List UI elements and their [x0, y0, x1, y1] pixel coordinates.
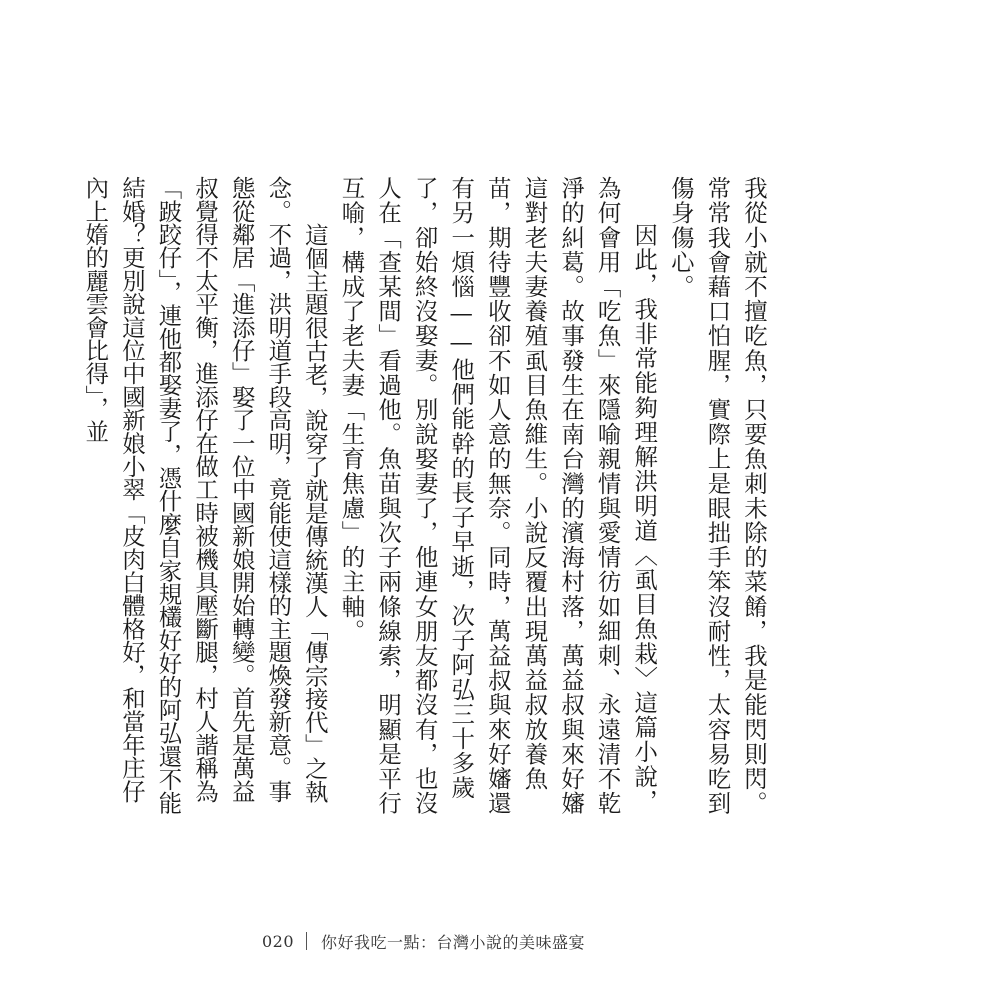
paragraph-2: 因此，我非常能夠理解洪明道〈虱目魚栽〉這篇小說，為何會用「吃魚」來隱喻親情與愛情彷如細刺、永遠清不乾淨的糾葛。故事發生在南台灣的濱海村落，萬益叔與來好嬸這對老夫妻養殖虱目魚維生。小說反覆出現萬益叔放養魚苗，期待豐收卻不如人意的無奈。同時，萬益叔與來好嬸還有另一煩惱——他們能幹的長子早逝，次子阿弘三十多歲了，卻始終沒娶妻。別說娶妻了，他連女朋友都沒有，也沒人在「查某間」看過他。魚苗與次子兩條線索，明顯是平行互喻，構成了老夫妻「生育焦慮」的主軸。	[337, 176, 659, 816]
paragraph-1: 我從小就不擅吃魚，只要魚刺未除的菜餚，我是能閃則閃。常常我會藉口怕腥，實際上是眼拙手笨沒耐性，太容易吃到傷身傷心。	[666, 176, 768, 816]
vertical-text-block	[81, 176, 772, 816]
book-title: 你好我吃一點：台灣小說的美味盛宴	[321, 932, 586, 952]
footer-divider	[306, 932, 307, 950]
paragraph-3: 這個主題很古老，說穿了就是傳統漢人「傳宗接代」之執念。不過，洪明道手段高明，竟能使這樣的主題煥發新意。事態從鄰居「進添仔」娶了一位中國新娘開始轉變。首先是萬益叔覺得不太平衡，進添仔在做工時被機具壓斷腿，村人諧稱為「跛跤仔」，連他都娶妻了，憑什麼自家規欉好好的阿弘還不能結婚？更別說這位中國新娘小翠「皮肉白體格好，和當年庄仔內上媠的麗雲會比得」，並	[81, 176, 329, 814]
page-number: 020	[262, 931, 295, 951]
page-footer	[262, 930, 585, 952]
